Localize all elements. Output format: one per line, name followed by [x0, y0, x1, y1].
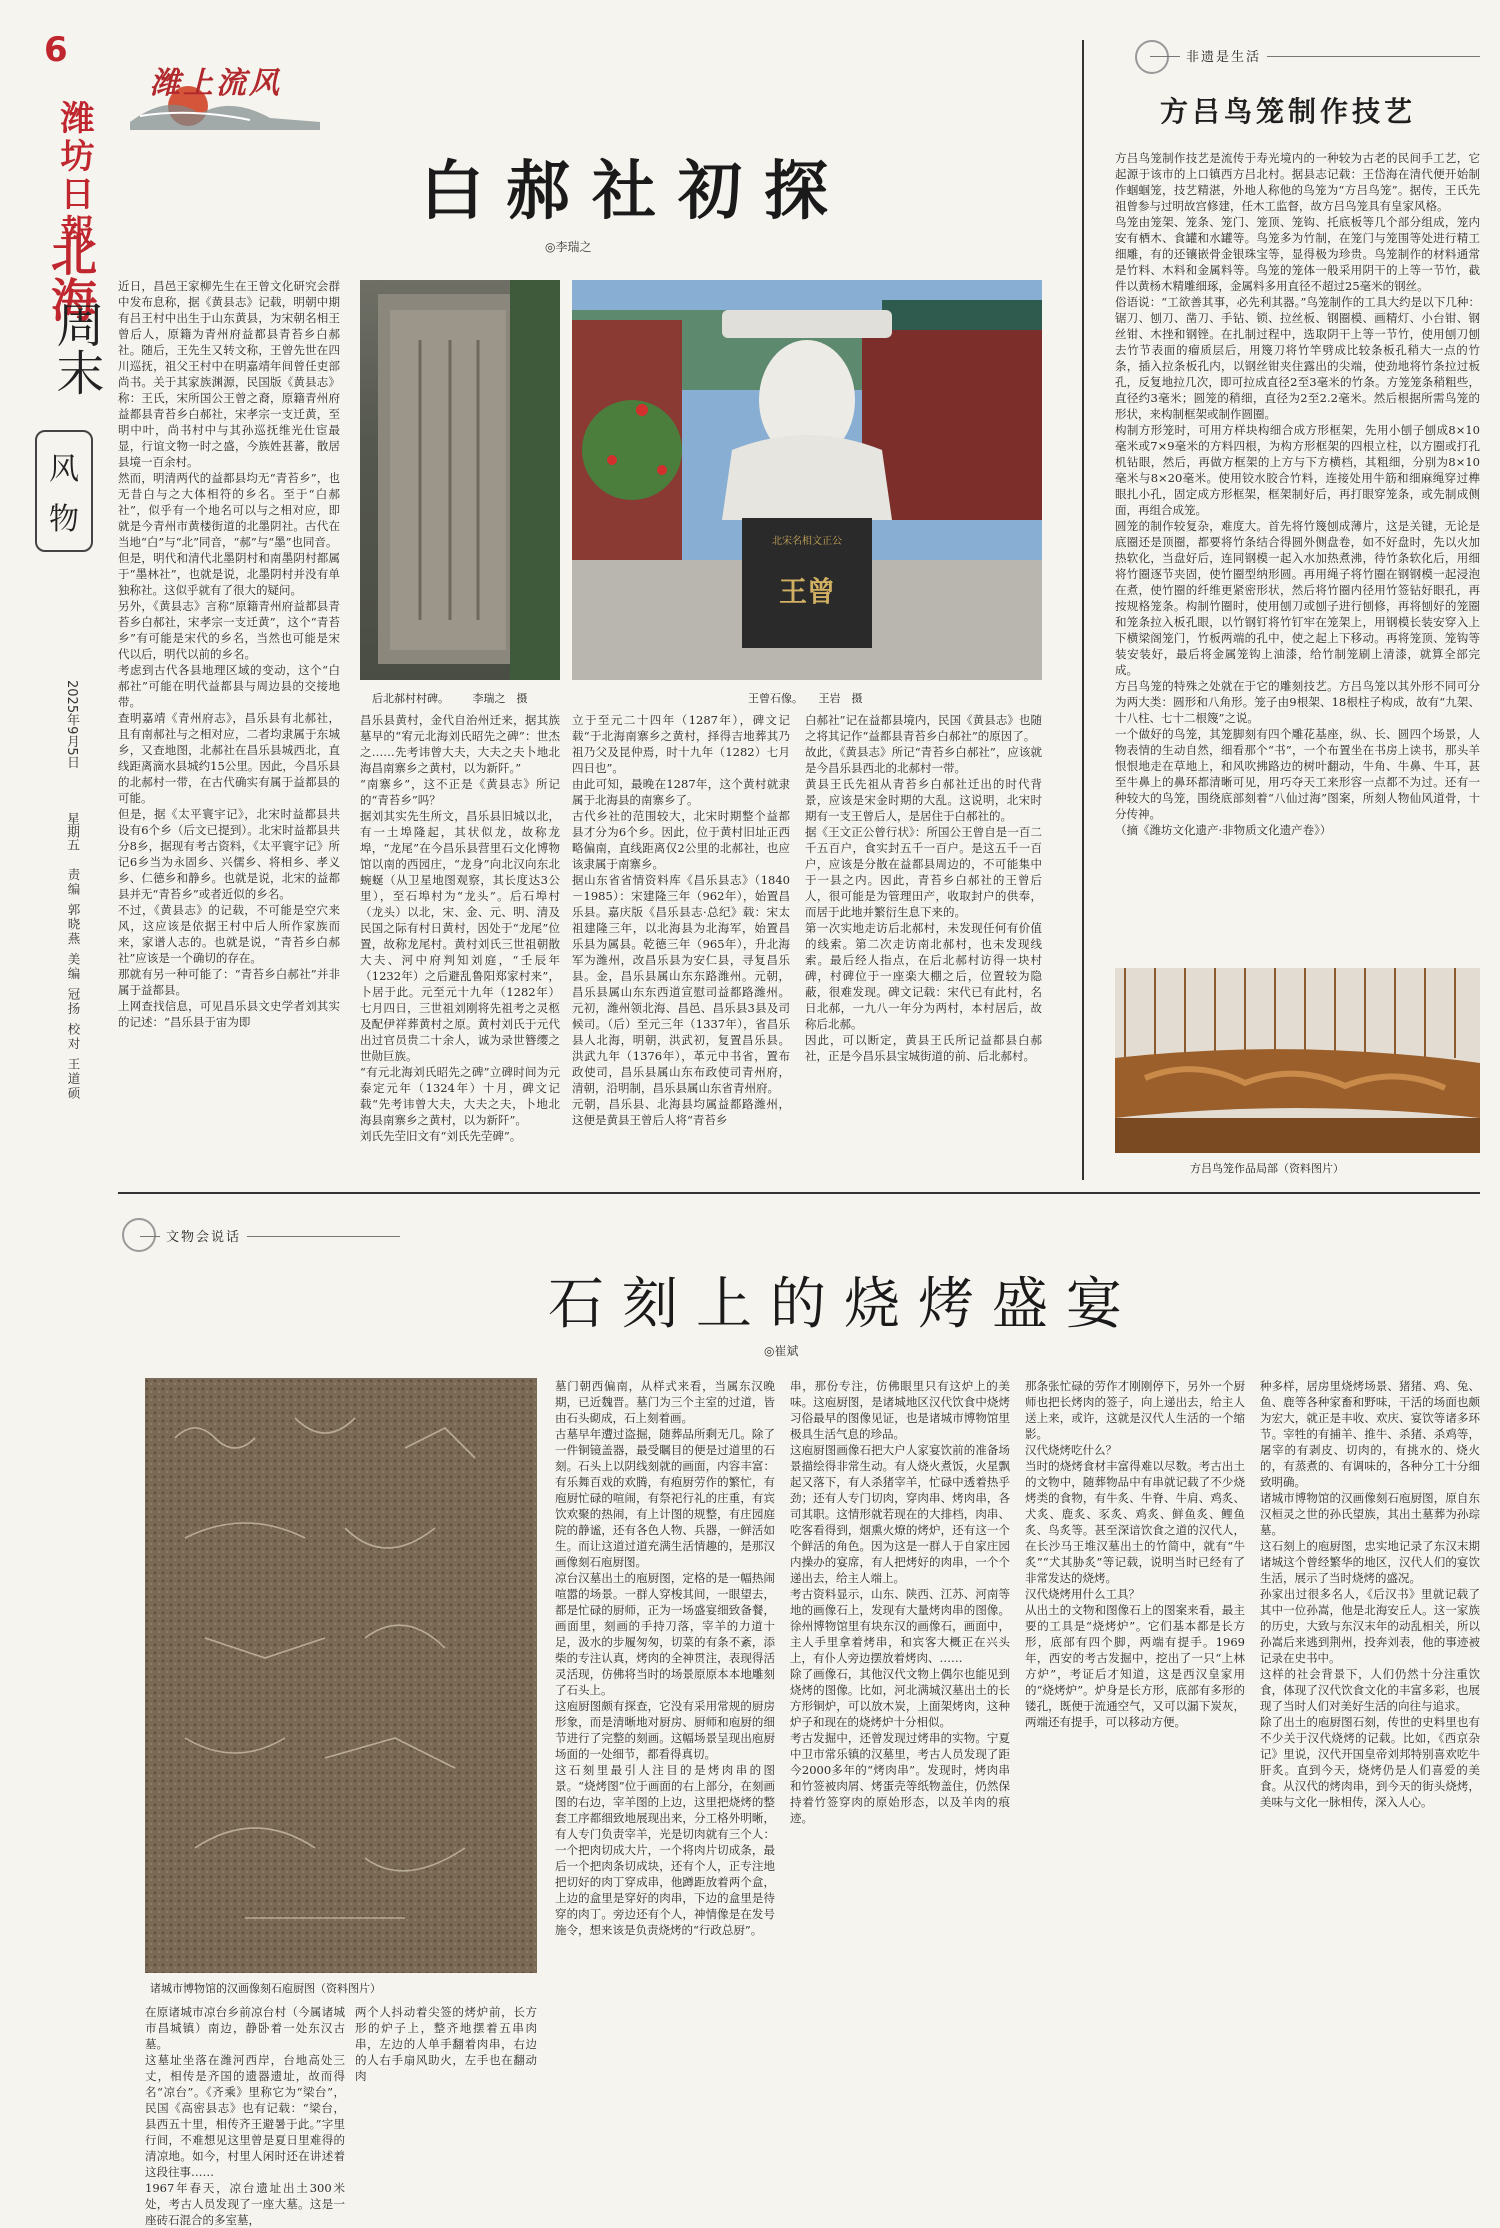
article3-column-1: 墓门朝西偏南，从样式来看，当属东汉晚期，已近魏晋。墓门为三个主室的过道，皆由石头砌成，石上刻着画。 古墓早年遭过盗掘，随葬品所剩无几。除了一件铜镜盖器，最受瞩目的便是过道里的石刻。石头上以阴线刻就的画面，内容丰富：有乐舞百戏的欢腾，有疱厨劳作的繁忙，有庖厨忙碌的喧闹，有祭祀行礼的庄重，有宾饮欢聚的热闹，有上计图的规整，有庄园庭院的静谧，还有各色人物、兵器，一鲜活如生。而让这道过道充满生活情趣的，是那汉画像刻石庖厨图。 凉台汉墓出土的庖厨图，定格的是一幅热闹喧嚣的场景。一群人穿梭其间，一眼望去，都是忙碌的厨师，正为一场盛宴细致备餐，画面里，刻画的手持刀落，宰羊的力道十足，汲水的步履匆匆，切菜的有条不紊，添柴的专注认真，烤肉的全神贯注，表现得活灵活现，仿佛将当时的场景原原本本地雕刻了石头上。 这庖厨图颇有探查，它没有采用常规的厨房形象，而是清晰地对厨房、厨师和庖厨的细节进行了完整的刻画。这幅场景呈现出庖厨场面的一处细节，都看得真切。 这石刻里最引人注目的是烤肉串的图景。“烧烤图”位于画面的右上部分，在刻画图的右边，宰羊图的上边，这里把烧烤的整套工序都细致地展现出来，分工格外明晰，有人专门负责宰羊，光是切肉就有三个人：一个把肉切成大片，一个将肉片切成条，最后一个把肉条切成块，还有个人，正专注地把切好的肉丁穿成串，他蹲距放着两个盒，上边的盒里是穿好的肉串，下边的盒里是待穿的肉丁。旁边还有个人，神情像是在发号施令，想来该是负责烧烤的“行政总厨”。 [555, 1379, 775, 1937]
column-logo-text: 潍上流风 [150, 66, 282, 101]
kicker-ring-decoration-2 [122, 1218, 156, 1252]
section-label [35, 430, 93, 552]
article3-kicker: 文物会说话 [160, 1226, 247, 1245]
kitchen-rubbing-photo [145, 1378, 537, 1973]
article3-title: 石刻上的烧烤盛宴 [548, 1272, 1140, 1337]
column-divider [1082, 40, 1084, 1180]
kicker-ring-decoration [1135, 40, 1169, 74]
statue-photo [572, 280, 1042, 680]
page-number: 6 [44, 30, 68, 70]
article2-body: 方吕鸟笼制作技艺是流传于寿光境内的一种较为古老的民间手工艺，它起源于该市的上口镇西方吕北村。据县志记载：王岱海在清代便开始制作蝈蝈笼，技艺精湛，外地人称他的鸟笼为“方吕鸟笼”。据传，王氏先祖曾参与过明故宫修建，任木工监督，故方吕鸟笼具有皇家风格。 鸟笼由笼架、笼条、笼门、笼顶、笼钩、托底板等几个部分组成，笼内安有栖木、食罐和水罐等。鸟笼多为竹制，在笼门与笼围等处进行精工细雕，有的还镶嵌骨金银珠宝等，显得极为珍贵。鸟笼制作的材料通常是竹料、木料和金属料等。鸟笼的笼体一般采用阴干的上等一节竹，截件以黄杨木精雕细琢，金属料多用直径不超过25毫米的钢丝。 俗语说：“工欲善其事，必先利其器。”鸟笼制作的工具大约是以下几种：锯刀、刨刀、凿刀、手钻、锁、拉丝板、钢圈模、画精灯、小台钳、钢丝钳、木挫和钢锉。在扎制过程中，选取阴干上等一节竹，使用刨刀刨去竹节表面的瘤质层后，用篾刀将竹竿劈成比较条板孔稍大一点的竹条，插入拉条板孔内，以钢丝钳夹住露出的尖端，使劲地将竹条拉过板孔，反复地拉几次，即可拉成直径2至3毫米的竹条。方笼笼条稍粗些，直径约3毫米；圆笼的稍细，直径为2至2.2毫米。然后根据所需鸟笼的形状，来构制框架或制作圆圈。 构制方形笼时，可用方样块构细合成方形框架，先用小刨子刨成8×10毫米或7×9毫米的方料四根，为构方形框架的四根立柱，以方圈或打孔机钻眼，然后，再做方框架的上方与下方横档，其粗细，分别为8×10毫米与8×20毫米。使用铰水胶合竹料，连接处用牛筋和细麻绳穿过榫眼扎小孔，固定成方形框架，框架制好后，再打眼穿笼条，或先制成侧面，再组合成笼。 圆笼的制作较复杂，难度大。首先将竹篾刨成薄片，这是关键，无论是底圈还是顶圈，都要将竹条结合得圆外侧盘卷，如不好盘时，先以火加热软化，当盘好后，连同钢模一起入水加热煮沸，待竹条软化后，用细将竹圈逐节夹固，使竹圈型纳形圆。再用绳子将竹圈在钢钢模一起浸泡在煮，使竹圈的纤维更紧密形状，然后将竹圈内径用竹签钻好眼孔，再按规格笼条。构制竹圈时，使用刨刀或刨子进行刨修，再将刨好的笼圈和笼条拉入板孔眼，以竹钢钉将竹钉牢在笼架上，用钢模长装安穿入上下横梁阁笼门，竹板两端的孔中，使之起上下移动。再将笼顶、笼钩等装安装好，最后将金属笼钩上油漆，给竹制笼刷上清漆，就算全部完成。 方吕鸟笼的特殊之处就在于它的雕刻技艺。方吕鸟笼以其外形不同可分为两大类：圆形和八角形。笼子由9根架、18根柱子构成，故有“九架、十八柱、七十二根篾”之说。 一个做好的鸟笼，其笼脚刻有四个雕花基座，纵、长、圆四个场景，人物表情的生动自然，细看那个“书”，一个布置坐在书房上读书，那头羊恨恨地走在草地上，和风吹拂路边的树叶翻动，牛角、牛鼻、牛耳，甚至牛鼻上的鼻环都清晰可见，用巧夺天工来形容一点都不为过。还有一种较大的鸟笼，围绕底部刻着“八仙过海”图案，所刻人物仙风道骨，十分传神。 （摘《潍坊文化遗产·非物质文化遗产卷》） [1115, 151, 1480, 837]
article1-column-4: 白郝社”记在益都县境内，民国《黄县志》也随之将其记作“益都县青苔乡白郝社”的原因了。 故此，《黄县志》所记“青苔乡白郝社”，应该就是今昌乐县西北的北郝村一带。 黄县王氏先祖从青苔乡白郝社迁出的时代背景，应该是宋金时期的大乱。这说明，北宋时期有一支王曾后人，是居住于白郝社的。 据《王文正公曾行状》：所国公王曾自是一百二千五百户，食实封五千一百户。是这五千一百户，应该是分散在益都县周边的，不可能集中于一县之内。因此，青苔乡白郝社的王曾后人，很可能是为管理田产，收取封户的供奉，而居于此地并繁衍生息下来的。 第一次实地走访后北郝村，未发现任何有价值的线索。第二次走访南北郝村，也未发现线索。最后经人指点，在后北郝村访得一块村碑，村碑位于一座楽大棚之后，位置较为隐蔽，很难发现。碑文记载：宋代已有此村，名日北郝，一九八一年分为两村，本村居后，故称后北郝。 因此，可以断定，黄县王氏所记益都县白郝社，正是今昌乐县宝城街道的前、后北郝村。 [805, 713, 1042, 1063]
kitchen-rubbing-image [145, 1378, 537, 1973]
statue-image [572, 280, 1042, 680]
birdcage-photo-caption: 方吕鸟笼作品局部（资料图片） [1190, 1162, 1344, 1175]
article3-column-4: 种多样，居房里烧烤场景、猪猪、鸡、兔、鱼、鹿等各种家畜和野味，干活的场面也颇为宏大，就正是丰收、欢庆、宴饮等诸多环节。宰牲的有捕羊、推牛、杀猪、杀鸡等，屠宰的有剥皮、切肉的，有挑水的、烧火的，有蒸煮的、有调味的，各种分工十分细致明确。 诸城市博物馆的汉画像刻石庖厨图，原自东汉桓灵之世的孙氏望族，其出土墓葬为孙琮墓。 这石刻上的庖厨图，忠实地记录了东汉末期诸城这个曾经繁华的地区，汉代人们的宴饮生活，展示了当时烧烤的盛况。 孙家出过很多名人，《后汉书》里就记载了其中一位孙嵩，他是北海安丘人。这一家族的历史，大致与东汉末年的动乱相关，所以孙嵩后来逃到荆州，投奔刘表，他的事迹被记录在史书中。 这样的社会背景下，人们仍然十分注重饮食，体现了汉代饮食文化的丰富多彩，也展现了当时人们对美好生活的向往与追求。 除了出土的庖厨图石刻，传世的史料里也有不少关于汉代烧烤的记载。比如，《西京杂记》里说，汉代开国皇帝刘邦特别喜欢吃牛肝炙。直到今天，烧烤仍是人们喜爱的美食。从汉代的烤肉串，到今天的街头烧烤，美味与文化一脉相传，深入人心。 [1260, 1379, 1480, 1809]
supplement-name: 北海 [44, 230, 98, 322]
article3-byline: ◎崔斌 [764, 1344, 799, 1358]
section-separator [118, 1192, 1480, 1194]
article2-kicker: 非遗是生活 [1180, 46, 1267, 65]
statue-caption-credit: 王岩 摄 [818, 692, 863, 705]
article1-byline: ◎李瑞之 [545, 240, 592, 254]
statue-caption-text: 王曾石像。 [748, 692, 803, 705]
stele-image [360, 280, 560, 680]
article3-intro-col-1: 在原诸城市凉台乡前凉台村（今属诸城市昌城镇）南边，静卧着一处东汉古墓。 这墓址坐落在潍河西岸，台地高处三丈，相传是齐国的遗器遗址，故而得名“凉台”。《齐乘》里称它为“梁台”，民国《高密县志》也有记载：“梁台，县西五十里，相传齐王避暑于此。”字里行间，不难想见这里曾是夏日里难得的清凉地。如今，村里人闲时还在讲述着这段往事…… 1967年春天，凉台遗址出土300米处，考古人员发现了一座大墓。这是一座砖石混合的多室墓， [145, 2005, 345, 2227]
stele-photo-caption [372, 690, 528, 706]
statue-plaque-top: 北宋名相文正公 [772, 536, 842, 547]
birdcage-image [1115, 968, 1480, 1153]
article3-intro-col-2: 两个人抖动着尖签的烤炉前，长方形的炉子上，整齐地摆着五串肉串，左边的人单手翻着肉串，右边的人右手扇风助火，左手也在翻动肉 [355, 2005, 537, 2083]
article1-column-1: 近日，昌邑王家柳先生在王曾文化研究会群中发布息称，据《黄县志》记载，明朝中期有吕王村中出生于山东黄县，为宋朝名相王曾后人，原籍为青州府益都县青苔乡白郝社。随后，王先生又转文称，王曾先世在四川巡抚，祖父王村中在明嘉靖年间曾任吏部尚书。关于其家族渊源，民国版《黄县志》称：王氏，宋所国公王曾之裔，原籍青州府益都县青苔乡白郝社，宋孝宗一支迁黄，至明中叶，尚书村中与其孙巡抚维光仕宦最显，行谊文物一时之盛，今族姓甚蕃，散居县境一百余村。 然而，明清两代的益都县均无“青苔乡”，也无昔白与之大体相符的乡名。至于“白郝社”，似乎有一个地名可以与之相对应，即就是今青州市黄楼街道的北墨阴社。古代在当地“白”与“北”同音，“郝”与“墨”也同音。 但是，明代和清代北墨阴村和南墨阴村都属于“墨林社”，也就是说，北墨阴村并没有单独称社。这似乎就有了很大的疑问。 另外，《黄县志》言称“原籍青州府益都县青苔乡白郝社，宋孝宗一支迁黄”，这个“青苔乡”有可能是宋代的乡名，当然也可能是宋代以后，明代以前的乡名。 考虑到古代各县地理区域的变动，这个“白郝社”可能在明代益都县与周边县的交接地带。 查明嘉靖《青州府志》，昌乐县有北郝社，且有南郝社与之相对应，二者均隶属于东城乡，又查地图，北郝社在昌乐县城西北，直线距离滴水县城约15公里。因此，今昌乐县的北郝村一带，在古代确实有属于益都县的可能。 但是，据《太平寰宇记》，北宋时益都县共设有6个乡（后文已提到）。北宋时益都县共分8乡，据现有考古资料，《太平寰宇记》所记6乡当为永固乡、兴儒乡、将相乡、孝义乡、仁德乡和静乡。也就是说，北宋的益都县并无“青苔乡”或者近似的乡名。 不过，《黄县志》的记载，不可能是空穴来风，这应该是依据王村中后人所作家族而来，家谱人志的。也就是说，“青苔乡白郝社”应该是一个确切的存在。 那就有另一种可能了：“青苔乡白郝社”并非属于益都县。 上网查找信息，可见昌乐县文史学者刘其实的记述：“昌乐县于宙为即 [118, 279, 340, 1029]
issue-weekday: 星期五 [64, 812, 79, 851]
issue-date: 2025年9月5日 [64, 680, 79, 769]
article1-column-2: 昌乐县黄村，金代自治州迁来，据其族墓早的“宥元北海刘氏昭先之碑”：世杰之……先考讳曾大夫，大夫之夫卜地北海昌南寨乡之黄村，以为新阡。” “南寨乡”，这不正是《黄县志》所记的“青苔乡”吗？ 据刘其实先生所文，昌乐县旧城以北，有一土埠隆起，其状似龙，故称龙埠，“龙尾”在今昌乐县营里石文化博物馆以南的西园庄，“龙身”向北汉向东北蜿蜒（从卫星地图观察，其长度达3公里），至石埠村为“龙头”。后石埠村（龙头）以北，宋、金、元、明、清及民国之际有村日黄村，因处于“龙尾”位置，故称龙尾村。黄村刘氏三世祖朝散大夫、河中府判知刘庭，“壬辰年（1232年）之后避乱鲁阳郑家村来”，卜居于此。元至元十九年（1282年）七月四日，三世祖刘刚将先祖考之灵柩及配伊祥葬黄村之原。黄村刘氏于元代出过官员贵二十余人，诚为录世簪缨之世勋巨族。 “有元北海刘氏昭先之碑”立碑时间为元泰定元年（1324年）十月，碑文记载“先考讳曾大夫，大夫之夫，卜地北海县南寨乡之黄村，以为新阡”。 刘氏先茔旧文有“刘氏先茔碑”。 [360, 713, 560, 1143]
article2-title: 方吕鸟笼制作技艺 [1160, 95, 1417, 128]
article1-column-3: 立于至元二十四年（1287年），碑文记载“于北海南寨乡之黄村，择得吉地葬其乃祖乃父及昆仲焉，时十九年（1282）七月四日也”。 由此可知，最晚在1287年，这个黄村就隶属于北海县的南寨乡了。 古代乡社的范围较大，北宋时期整个益都县才分为6个乡。因此，位于黄村旧址正西略偏南，直线距离仅2公里的北郝社，也应该隶属于南寨乡。 据山东省省情资料库《昌乐县志》（1840－1985）：宋建隆三年（962年），始置昌乐县。嘉庆版《昌乐县志·总纪》载：宋太祖建隆三年，以北海县为北海军，始置昌乐县为属县。乾德三年（965年），升北海军为潍州，改昌乐县为安仁县，寻复昌乐县。金，昌乐县属山东东路潍州。元朝，昌乐县属山东东西道宣慰司益都路潍州。元初，潍州领北海、昌邑、昌乐县3县及司候司。（后）至元三年（1337年），省昌乐县人北海，明朝，洪武初，复置昌乐县。洪武九年（1376年），革元中书省，置布政使司，昌乐县属山东布政使司青州府，清朝，沿明制，昌乐县属山东省青州府。 元朝，昌乐县、北海县均属益都路潍州，这便是黄县王曾后人将“青苔乡 [572, 713, 790, 1127]
article3-column-2: 串，那份专注，仿佛眼里只有这炉上的美味。这庖厨图，是诸城地区汉代饮食中烧烤习俗最早的图像见证，也是诸城市博物馆里极具生活气息的珍品。 这庖厨图画像石把大户人家宴饮前的准备场景描绘得非常生动。有人烧火煮饭，火星飘起又落下，有人杀猪宰羊，忙碌中透着热乎劲；还有人专门切肉，穿肉串、烤肉串，各司其职。这情形就若现在的大排档，肉串、吃客看得到，烟熏火燎的烤炉，还有这一个个鲜活的角色。因为这是一群人于自家庄园内操办的宴席，有人把烤好的肉串，一个个递出去，给主人端上。 考古资料显示，山东、陕西、江苏、河南等地的画像石上，发现有大量烤肉串的图像。徐州博物馆里有块东汉的画像石，画面中，主人手里拿着烤串，和宾客大概正在兴头上，有仆人旁边摆放着烤肉、…… 除了画像石，其他汉代文物上偶尔也能见到烧烤的图像。比如，河北满城汉墓出土的长方形铜炉，可以放木炭，上面架烤肉，这种炉子和现在的烧烤炉十分相似。 考古发掘中，还曾发现过烤串的实物。宁夏中卫市常乐镇的汉墓里，考古人员发现了距今2000多年的“烤肉串”。发现时，烤肉串和竹签被肉屑、烤蛋壳等纸物盖住，仍然保持着竹签穿肉的原始形态，以及羊肉的痕迹。 [790, 1379, 1010, 1825]
editor-credits: 责编 郭晓燕 美编 冠扬 校对 王道硕 [66, 868, 81, 1101]
stele-photo [360, 280, 560, 680]
section-char-2: 物 [49, 502, 79, 537]
paper-name: 潍坊日報 [54, 100, 94, 252]
statue-photo-caption [748, 690, 863, 706]
statue-plaque-name: 王曾 [778, 575, 835, 608]
birdcage-photo [1115, 968, 1480, 1153]
stele-caption-text: 后北郝村村碑。 [372, 692, 449, 705]
article1-title: 白郝社初探 [420, 154, 850, 229]
article3-column-3: 那条张忙碌的劳作才刚刚停下，另外一个厨师也把长烤肉的签子，向上递出去，给主人送上来，或许，这就是汉代人生活的一个缩影。 汉代烧烤吃什么？ 当时的烧烤食材丰富得难以尽数。考古出土的文物中，随葬物品中有串就记载了不少烧烤类的食物，有牛炙、牛脊、牛肩、鸡炙、犬炙、鹿炙、豕炙、鸡炙、鲜鱼炙、鲤鱼炙、鸟炙等。甚至深谙饮食之道的汉代人，在长沙马王堆汉墓出土的竹简中，就有“牛炙”“犬其胁炙”等记载，说明当时已经有了非常发达的烧烤。 汉代烧烤用什么工具？ 从出土的文物和图像石上的图案来看，最主要的工具是“烧烤炉”。它们基本都是长方形，底部有四个脚，两端有提手。1969年，西安的考古发掘中，挖出了一只“上林方炉”，考证后才知道，这是西汉皇家用的“烧烤炉”。炉身是长方形，底部有多形的镂孔，既便于流通空气，又可以漏下炭灰，两端还有提手，可以移动方便。 [1025, 1379, 1245, 1729]
section-char-1: 风 [49, 452, 79, 487]
kitchen-rubbing-caption: 诸城市博物馆的汉画像刻石庖厨图（资料图片） [150, 1982, 381, 1995]
stele-caption-credit: 李瑞之 摄 [472, 692, 528, 705]
supplement-suffix: 周末 [48, 300, 104, 396]
